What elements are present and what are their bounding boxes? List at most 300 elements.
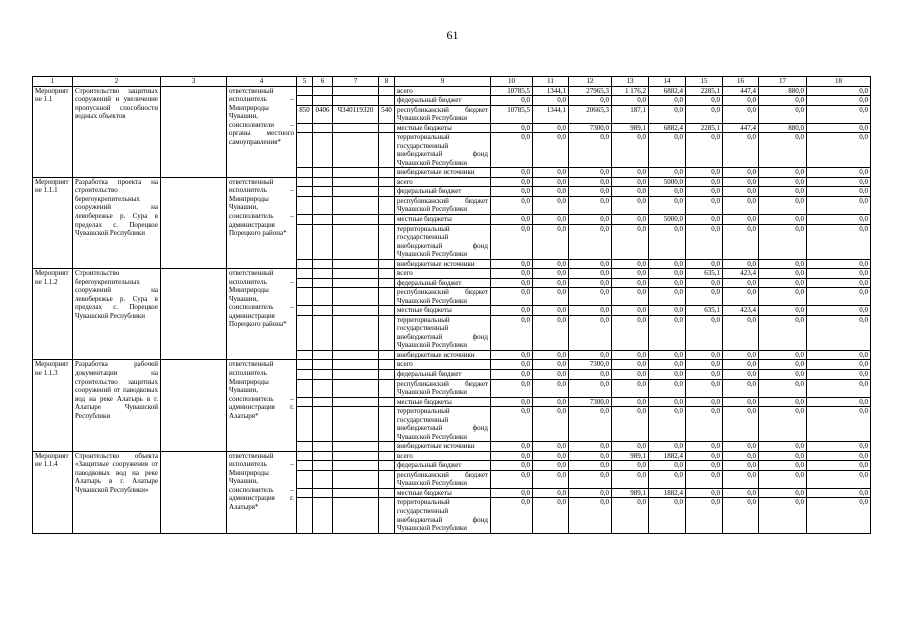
amount-cell: 0,0 [569, 451, 612, 461]
amount-cell: 0,0 [686, 214, 723, 224]
amount-cell: 0,0 [533, 350, 569, 360]
code-section [313, 488, 333, 498]
amount-cell: 0,0 [649, 269, 686, 279]
amount-cell: 0,0 [569, 370, 612, 380]
code-section [313, 288, 333, 306]
code-expense-group [379, 407, 395, 442]
amount-cell: 0,0 [649, 461, 686, 471]
amount-cell: 0,0 [569, 196, 612, 214]
code-grbs [297, 315, 313, 350]
amount-cell: 0,0 [759, 105, 807, 123]
code-section: 0406 [313, 105, 333, 123]
amount-cell: 0,0 [807, 350, 871, 360]
measure-col3 [161, 451, 227, 533]
code-section [313, 278, 333, 288]
amount-cell: 423,4 [723, 269, 759, 279]
code-expense-group [379, 196, 395, 214]
amount-cell: 0,0 [686, 461, 723, 471]
amount-cell: 0,0 [723, 407, 759, 442]
code-grbs [297, 288, 313, 306]
code-grbs [297, 407, 313, 442]
amount-cell: 0,0 [807, 379, 871, 397]
amount-cell: 0,0 [569, 288, 612, 306]
code-section [313, 498, 333, 533]
amount-cell: 0,0 [612, 397, 649, 407]
funding-source: федеральный бюджет [395, 370, 491, 380]
code-section [313, 315, 333, 350]
code-grbs: 850 [297, 105, 313, 123]
funding-source: республиканский бюджет Чувашской Республики [395, 379, 491, 397]
amount-cell: 0,0 [533, 288, 569, 306]
funding-source: местные бюджеты [395, 488, 491, 498]
code-grbs [297, 278, 313, 288]
amount-cell: 635,1 [686, 306, 723, 316]
amount-cell: 0,0 [491, 96, 533, 106]
code-grbs [297, 259, 313, 269]
amount-cell: 0,0 [686, 177, 723, 187]
measure-executor: ответственный исполнитель Минприроды Чувашии, соисполнитель – администрация г. Алатыря* [227, 360, 297, 451]
amount-cell: 447,4 [723, 123, 759, 133]
amount-cell: 0,0 [533, 177, 569, 187]
amount-cell: 0,0 [807, 105, 871, 123]
code-section [313, 370, 333, 380]
amount-cell: 0,0 [759, 187, 807, 197]
amount-cell: 880,0 [759, 86, 807, 96]
code-expense-group [379, 442, 395, 452]
amount-cell: 0,0 [649, 306, 686, 316]
measure-name: Строительство защитных сооружений и увеличение пропускной способности водных объектов [73, 86, 161, 177]
code-expense-group [379, 96, 395, 106]
column-number-row [33, 77, 871, 87]
amount-cell: 7300,0 [569, 123, 612, 133]
funding-source: республиканский бюджет Чувашской Республики [395, 470, 491, 488]
amount-cell: 0,0 [491, 350, 533, 360]
code-grbs [297, 196, 313, 214]
column-number-header: 18 [807, 77, 871, 87]
code-section [313, 470, 333, 488]
amount-cell: 0,0 [723, 96, 759, 106]
amount-cell: 0,0 [649, 96, 686, 106]
column-number-header: 12 [569, 77, 612, 87]
amount-cell: 0,0 [807, 224, 871, 259]
funding-source: всего [395, 360, 491, 370]
amount-cell: 0,0 [649, 350, 686, 360]
amount-cell: 0,0 [686, 488, 723, 498]
amount-cell: 0,0 [569, 177, 612, 187]
amount-cell: 0,0 [723, 461, 759, 471]
amount-cell: 0,0 [533, 214, 569, 224]
amount-cell: 0,0 [686, 96, 723, 106]
measure-col3 [161, 360, 227, 451]
code-section [313, 187, 333, 197]
code-target-item [333, 360, 379, 370]
amount-cell: 0,0 [759, 278, 807, 288]
amount-cell: 0,0 [686, 187, 723, 197]
table-row [33, 360, 871, 370]
measure-id: Мероприятие 1.1.3 [33, 360, 73, 451]
amount-cell: 0,0 [569, 407, 612, 442]
amount-cell: 0,0 [569, 498, 612, 533]
amount-cell: 0,0 [759, 306, 807, 316]
amount-cell: 0,0 [807, 123, 871, 133]
funding-source: федеральный бюджет [395, 96, 491, 106]
amount-cell: 0,0 [807, 442, 871, 452]
code-expense-group [379, 360, 395, 370]
amount-cell: 0,0 [649, 442, 686, 452]
code-grbs [297, 177, 313, 187]
code-grbs [297, 123, 313, 133]
amount-cell: 0,0 [649, 168, 686, 178]
amount-cell: 0,0 [759, 360, 807, 370]
amount-cell: 0,0 [533, 259, 569, 269]
code-section [313, 123, 333, 133]
code-grbs [297, 350, 313, 360]
code-grbs [297, 168, 313, 178]
amount-cell: 0,0 [612, 315, 649, 350]
amount-cell: 0,0 [491, 123, 533, 133]
amount-cell: 0,0 [649, 370, 686, 380]
code-section [313, 168, 333, 178]
amount-cell: 0,0 [533, 196, 569, 214]
amount-cell: 0,0 [533, 269, 569, 279]
code-target-item [333, 315, 379, 350]
column-number-header: 16 [723, 77, 759, 87]
amount-cell: 0,0 [612, 168, 649, 178]
amount-cell: 0,0 [807, 470, 871, 488]
code-section [313, 379, 333, 397]
column-number-header: 10 [491, 77, 533, 87]
amount-cell: 0,0 [759, 315, 807, 350]
amount-cell: 0,0 [649, 278, 686, 288]
column-number-header: 6 [313, 77, 333, 87]
amount-cell: 0,0 [649, 397, 686, 407]
amount-cell: 0,0 [807, 278, 871, 288]
funding-source: республиканский бюджет Чувашской Республики [395, 196, 491, 214]
amount-cell: 0,0 [533, 488, 569, 498]
amount-cell: 0,0 [649, 133, 686, 168]
code-section [313, 214, 333, 224]
amount-cell: 0,0 [759, 133, 807, 168]
code-grbs [297, 461, 313, 471]
code-section [313, 451, 333, 461]
code-section [313, 360, 333, 370]
amount-cell: 0,0 [686, 397, 723, 407]
amount-cell: 0,0 [612, 360, 649, 370]
table-row [33, 177, 871, 187]
amount-cell: 0,0 [612, 259, 649, 269]
code-target-item [333, 96, 379, 106]
code-target-item [333, 407, 379, 442]
amount-cell: 0,0 [723, 360, 759, 370]
amount-cell: 7300,0 [569, 360, 612, 370]
amount-cell: 0,0 [533, 306, 569, 316]
amount-cell: 0,0 [649, 196, 686, 214]
amount-cell: 7300,0 [569, 397, 612, 407]
amount-cell: 0,0 [759, 442, 807, 452]
amount-cell: 0,0 [807, 259, 871, 269]
column-number-header: 15 [686, 77, 723, 87]
amount-cell: 0,0 [569, 214, 612, 224]
code-expense-group [379, 498, 395, 533]
code-expense-group [379, 259, 395, 269]
amount-cell: 0,0 [569, 470, 612, 488]
amount-cell: 0,0 [723, 187, 759, 197]
funding-source: территориальный государственный внебюджетный фонд Чувашской Республики [395, 315, 491, 350]
amount-cell: 0,0 [491, 451, 533, 461]
amount-cell: 0,0 [569, 306, 612, 316]
table-body [33, 86, 871, 533]
amount-cell: 1344,1 [533, 105, 569, 123]
amount-cell: 0,0 [807, 498, 871, 533]
amount-cell: 0,0 [807, 187, 871, 197]
amount-cell: 0,0 [612, 278, 649, 288]
amount-cell: 1882,4 [649, 451, 686, 461]
amount-cell: 0,0 [686, 196, 723, 214]
amount-cell: 0,0 [533, 407, 569, 442]
code-section [313, 86, 333, 96]
code-target-item [333, 259, 379, 269]
amount-cell: 0,0 [612, 96, 649, 106]
column-number-header: 3 [161, 77, 227, 87]
amount-cell: 0,0 [533, 451, 569, 461]
code-expense-group [379, 187, 395, 197]
amount-cell: 0,0 [723, 177, 759, 187]
code-target-item [333, 168, 379, 178]
amount-cell: 0,0 [723, 370, 759, 380]
code-section [313, 177, 333, 187]
amount-cell: 0,0 [612, 370, 649, 380]
funding-source: территориальный государственный внебюджетный фонд Чувашской Республики [395, 407, 491, 442]
code-target-item [333, 196, 379, 214]
amount-cell: 0,0 [723, 288, 759, 306]
code-expense-group [379, 86, 395, 96]
amount-cell: 0,0 [807, 269, 871, 279]
code-target-item [333, 461, 379, 471]
amount-cell: 10785,5 [491, 105, 533, 123]
amount-cell: 0,0 [612, 196, 649, 214]
funding-source: внебюджетные источники [395, 259, 491, 269]
code-target-item [333, 498, 379, 533]
code-grbs [297, 187, 313, 197]
code-target-item [333, 224, 379, 259]
code-grbs [297, 470, 313, 488]
amount-cell: 0,0 [649, 259, 686, 269]
amount-cell: 0,0 [569, 187, 612, 197]
amount-cell: 0,0 [569, 168, 612, 178]
amount-cell: 0,0 [612, 288, 649, 306]
funding-source: местные бюджеты [395, 214, 491, 224]
code-expense-group [379, 315, 395, 350]
amount-cell: 0,0 [533, 123, 569, 133]
amount-cell: 0,0 [807, 315, 871, 350]
amount-cell: 0,0 [491, 315, 533, 350]
column-number-header: 9 [395, 77, 491, 87]
code-section [313, 350, 333, 360]
amount-cell: 2285,1 [686, 123, 723, 133]
amount-cell: 0,0 [807, 306, 871, 316]
amount-cell: 880,0 [759, 123, 807, 133]
amount-cell: 0,0 [759, 214, 807, 224]
amount-cell: 0,0 [649, 470, 686, 488]
amount-cell: 1 176,2 [612, 86, 649, 96]
amount-cell: 0,0 [649, 360, 686, 370]
amount-cell: 0,0 [807, 168, 871, 178]
code-expense-group [379, 350, 395, 360]
measure-id: Мероприятие 1.1.2 [33, 269, 73, 360]
code-grbs [297, 133, 313, 168]
amount-cell: 0,0 [686, 133, 723, 168]
amount-cell: 0,0 [649, 498, 686, 533]
code-target-item [333, 269, 379, 279]
measure-executor: ответственный исполнитель – Минприроды Чувашии, соисполнитель – администрация Порецкого района* [227, 177, 297, 268]
amount-cell: 0,0 [612, 350, 649, 360]
amount-cell: 0,0 [533, 379, 569, 397]
amount-cell: 0,0 [533, 96, 569, 106]
amount-cell: 0,0 [807, 360, 871, 370]
code-grbs [297, 306, 313, 316]
amount-cell: 0,0 [686, 442, 723, 452]
code-section [313, 461, 333, 471]
amount-cell: 0,0 [612, 177, 649, 187]
amount-cell: 0,0 [723, 488, 759, 498]
amount-cell: 0,0 [491, 360, 533, 370]
amount-cell: 0,0 [491, 278, 533, 288]
amount-cell: 0,0 [759, 96, 807, 106]
amount-cell: 0,0 [533, 187, 569, 197]
measure-executor: ответственный исполнитель – Минприроды Чувашии, соисполнитель – администрация г. Алатыря* [227, 451, 297, 533]
funding-source: местные бюджеты [395, 397, 491, 407]
amount-cell: 0,0 [807, 461, 871, 471]
amount-cell: 0,0 [723, 224, 759, 259]
code-target-item [333, 488, 379, 498]
code-expense-group [379, 123, 395, 133]
code-target-item [333, 214, 379, 224]
code-target-item [333, 86, 379, 96]
amount-cell: 0,0 [569, 442, 612, 452]
code-expense-group [379, 379, 395, 397]
amount-cell: 0,0 [723, 168, 759, 178]
code-target-item [333, 123, 379, 133]
amount-cell: 0,0 [759, 461, 807, 471]
code-target-item: Ч340119320 [333, 105, 379, 123]
code-grbs [297, 269, 313, 279]
amount-cell: 0,0 [686, 498, 723, 533]
funding-source: внебюджетные источники [395, 168, 491, 178]
amount-cell: 989,1 [612, 488, 649, 498]
amount-cell: 0,0 [612, 133, 649, 168]
amount-cell: 0,0 [491, 498, 533, 533]
amount-cell: 635,1 [686, 269, 723, 279]
amount-cell: 0,0 [569, 259, 612, 269]
amount-cell: 10785,5 [491, 86, 533, 96]
code-expense-group [379, 306, 395, 316]
amount-cell: 5000,0 [649, 177, 686, 187]
amount-cell: 0,0 [569, 269, 612, 279]
amount-cell: 0,0 [533, 278, 569, 288]
amount-cell: 0,0 [759, 196, 807, 214]
amount-cell: 0,0 [533, 461, 569, 471]
amount-cell: 0,0 [807, 397, 871, 407]
code-expense-group: 540 [379, 105, 395, 123]
measure-id: Мероприятие 1.1 [33, 86, 73, 177]
code-grbs [297, 86, 313, 96]
amount-cell: 0,0 [807, 451, 871, 461]
amount-cell: 0,0 [686, 278, 723, 288]
code-grbs [297, 442, 313, 452]
column-number-header: 2 [73, 77, 161, 87]
amount-cell: 0,0 [723, 196, 759, 214]
amount-cell: 0,0 [686, 168, 723, 178]
amount-cell: 0,0 [491, 306, 533, 316]
code-target-item [333, 397, 379, 407]
amount-cell: 0,0 [569, 461, 612, 471]
measure-executor: ответственный исполнитель – Минприроды Чувашии, соисполнитель – администрация Порецкого района* [227, 269, 297, 360]
code-section [313, 224, 333, 259]
amount-cell: 0,0 [723, 278, 759, 288]
amount-cell: 0,0 [533, 224, 569, 259]
column-number-header: 5 [297, 77, 313, 87]
amount-cell: 0,0 [649, 315, 686, 350]
column-number-header: 11 [533, 77, 569, 87]
code-expense-group [379, 461, 395, 471]
code-grbs [297, 379, 313, 397]
amount-cell: 0,0 [649, 105, 686, 123]
amount-cell: 0,0 [569, 488, 612, 498]
amount-cell: 0,0 [723, 379, 759, 397]
amount-cell: 0,0 [612, 407, 649, 442]
amount-cell: 27965,3 [569, 86, 612, 96]
code-expense-group [379, 370, 395, 380]
amount-cell: 989,1 [612, 123, 649, 133]
code-target-item [333, 187, 379, 197]
amount-cell: 0,0 [612, 470, 649, 488]
amount-cell: 0,0 [759, 177, 807, 187]
code-target-item [333, 451, 379, 461]
amount-cell: 0,0 [533, 370, 569, 380]
amount-cell: 0,0 [491, 397, 533, 407]
amount-cell: 0,0 [569, 96, 612, 106]
code-target-item [333, 350, 379, 360]
amount-cell: 0,0 [569, 350, 612, 360]
column-number-header: 17 [759, 77, 807, 87]
program-table [32, 76, 871, 534]
amount-cell: 0,0 [491, 470, 533, 488]
column-number-header: 7 [333, 77, 379, 87]
code-section [313, 259, 333, 269]
code-grbs [297, 451, 313, 461]
amount-cell: 0,0 [723, 105, 759, 123]
amount-cell: 0,0 [723, 214, 759, 224]
code-target-item [333, 379, 379, 397]
amount-cell: 0,0 [533, 133, 569, 168]
measure-id: Мероприятие 1.1.1 [33, 177, 73, 268]
amount-cell: 0,0 [491, 379, 533, 397]
amount-cell: 0,0 [686, 451, 723, 461]
amount-cell: 187,1 [612, 105, 649, 123]
amount-cell: 0,0 [807, 86, 871, 96]
column-number-header: 13 [612, 77, 649, 87]
amount-cell: 0,0 [807, 133, 871, 168]
amount-cell: 1882,4 [649, 488, 686, 498]
amount-cell: 0,0 [569, 278, 612, 288]
amount-cell: 0,0 [533, 168, 569, 178]
amount-cell: 0,0 [807, 407, 871, 442]
amount-cell: 1344,1 [533, 86, 569, 96]
funding-source: федеральный бюджет [395, 278, 491, 288]
amount-cell: 0,0 [491, 224, 533, 259]
amount-cell: 6882,4 [649, 86, 686, 96]
code-expense-group [379, 269, 395, 279]
